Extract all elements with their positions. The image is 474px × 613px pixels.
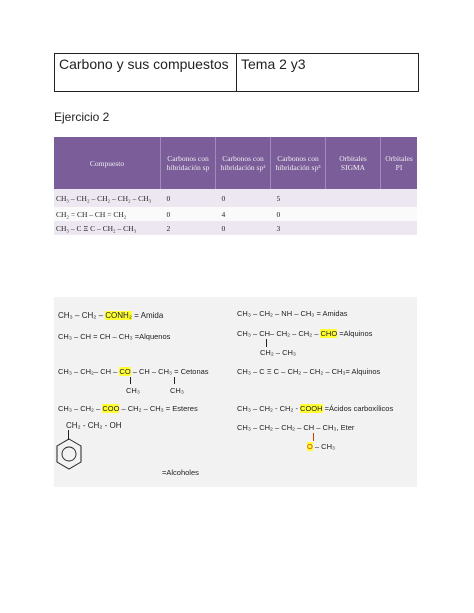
table-cell: 0 [271,207,326,221]
table-cell [326,189,381,207]
table-cell: 3 [271,221,326,235]
table-row [54,189,417,207]
amina-formula: CH₃ – CH₂ – NH – CH₃ = Amidas [237,309,348,318]
col-header: Carbonos con hibridación sp³ [271,137,326,189]
benzene-ring-icon [55,438,83,470]
ester-formula: CH₃ – CH₂ – COO – CH₂ – CH₃ = Esteres [58,404,198,413]
table-cell: 2 [161,221,216,235]
cetona-sub-1: CH₃ [126,386,140,395]
table-row [54,221,417,235]
topic-cell: Tema 2 y3 [241,56,306,72]
functional-groups-panel [54,297,417,487]
title-table [54,53,419,92]
bond-line [174,377,175,384]
col-header: Orbitales SIGMA [326,137,381,189]
bond-line [313,433,314,441]
table-cell: 5 [271,189,326,207]
table-cell [326,207,381,221]
table-cell: 0 [161,189,216,207]
alcohol-chain: CH₂ - CH₂ - OH [66,421,122,430]
alcohol-label: =Alcoholes [162,468,199,477]
col-header: Compuesto [54,137,161,189]
col-header: Carbonos con hibridación sp [161,137,216,189]
table-cell: 4 [216,207,271,221]
table-cell [381,207,418,221]
title-cell: Carbono y sus compuestos [55,54,237,91]
table-cell: CH₃ – CH₂ – CH₂ – CH₂ – CH₃ [54,189,161,207]
eter-sub: O – CH₃ [307,442,336,451]
table-cell [381,189,418,207]
col-header: Carbonos con hibridación sp² [216,137,271,189]
alquino-formula: CH₃ – C Ξ C – CH₂ – CH₂ – CH₃= Alquinos [237,367,381,376]
table-cell [381,221,418,235]
acido-formula: CH₃ – CH₂ - CH₂ - COOH =Ácidos carboxílicos [237,404,394,413]
eter-formula: CH₃ – CH₂ – CH₂ – CH – CH₃, Eter [237,423,355,432]
table-cell: CH₂ = CH – CH = CH₂ [54,207,161,221]
amida-formula: CH₃ – CH₂ – CONH₂ = Amida [58,311,164,320]
col-header: Orbitales PI [381,137,418,189]
aldehido-sub: CH₂ – CH₃ [260,348,296,357]
table-cell: 0 [216,189,271,207]
table-cell [326,221,381,235]
exercise-heading: Ejercicio 2 [54,110,110,124]
bond-line [266,339,267,347]
hybridization-table [54,137,417,235]
bond-line [130,377,131,384]
alqueno-formula: CH₃ – CH = CH – CH₃ =Alquenos [58,332,171,341]
table-cell: 0 [216,221,271,235]
cetona-formula: CH₃ – CH₂– CH – CO – CH – CH₃ = Cetonas [58,367,209,376]
table-row [54,207,417,221]
cetona-sub-2: CH₃ [170,386,184,395]
aldehido-formula: CH₃ – CH– CH₂ – CH₂ – CHO =Alquinos [237,329,373,338]
table-cell: 0 [161,207,216,221]
table-cell: CH₃ – C Ξ C – CH₂ – CH₃ [54,221,161,235]
